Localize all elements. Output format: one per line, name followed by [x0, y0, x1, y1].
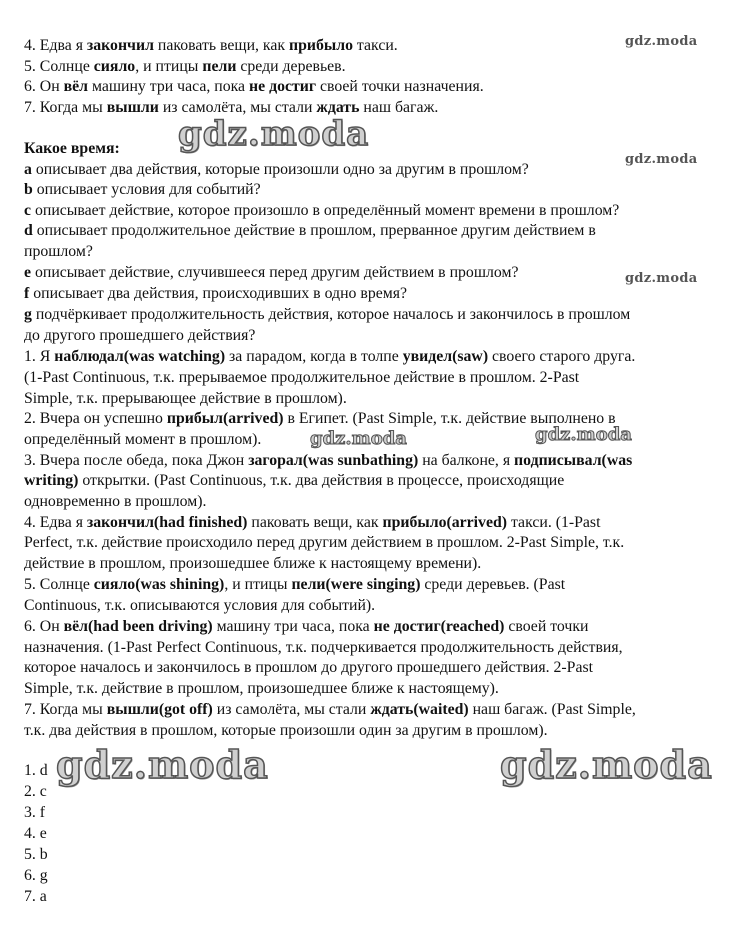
text-span: Perfect, т.к. действие происходило перед другим действием в прошлом. 2-Past Simple, т.к. [24, 534, 625, 551]
text-span: своей точки [504, 618, 589, 635]
text-span: паковать вещи, как [153, 37, 289, 54]
watermark: gdz.moda [625, 34, 698, 49]
bold-text: пели [202, 58, 237, 75]
text-span: 3. Вчера после обеда, пока Джон [24, 452, 249, 469]
bold-text: пели(were singing) [291, 576, 421, 593]
text-span: на балконе, я [418, 452, 515, 469]
text-line [24, 242, 736, 262]
text-span: своей точки назначения. [316, 78, 484, 95]
text-line [24, 98, 736, 118]
text-line [24, 326, 736, 346]
bold-text: прибыло [289, 37, 353, 54]
text-span: наш багаж. (Past Simple, [468, 701, 636, 718]
text-line [24, 824, 736, 844]
bold-text: закончил(had finished) [86, 514, 248, 531]
bold-text: увидел(saw) [402, 348, 489, 365]
text-line [24, 721, 736, 741]
watermark: gdz.moda [625, 271, 698, 286]
text-line [24, 596, 736, 616]
text-span: Simple, т.к. прерывающее действие в прошлом). [24, 390, 347, 407]
watermark: gdz.moda [625, 152, 698, 167]
text-span: , и птицы [135, 58, 203, 75]
text-span: одновременно в прошлом). [24, 493, 207, 510]
text-line [24, 284, 736, 304]
text-line [24, 866, 736, 886]
bold-text: вёл [63, 78, 89, 95]
bold-text: прибыл(arrived) [166, 410, 284, 427]
text-span: в Египет. (Past Simple, т.к. действие выполнено в [283, 410, 616, 427]
text-line [24, 389, 736, 409]
text-line [24, 679, 736, 699]
bold-text: вёл(had been driving) [63, 618, 213, 635]
text-line [24, 57, 736, 77]
text-span: 6. Он [24, 78, 64, 95]
text-span: такси. [352, 37, 398, 54]
bold-text: вышли [106, 99, 159, 116]
text-span: 7. a [24, 888, 47, 905]
text-span: описывает два действия, происходивших в одно время? [29, 285, 408, 302]
bold-text: ждать [316, 99, 360, 116]
text-span: Continuous, т.к. описываются условия для событий). [24, 597, 376, 614]
text-line [24, 221, 736, 241]
text-span: т.к. два действия в прошлом, которые произошли один за другим в прошлом). [24, 722, 548, 739]
bold-text: не достиг(reached) [373, 618, 505, 635]
bold-text: прибыло(arrived) [382, 514, 508, 531]
text-span: 7. Когда мы [24, 99, 107, 116]
text-span: описывает действие, случившееся перед другим действием в прошлом? [31, 264, 519, 281]
text-line [24, 492, 736, 512]
watermark: gdz.moda [310, 428, 407, 449]
bold-text: Какое время: [24, 140, 120, 157]
bold-text: наблюдал(was watching) [54, 348, 226, 365]
text-line [24, 305, 736, 325]
bold-text: загорал(was sunbathing) [248, 452, 419, 469]
text-span: до другого прошедшего действия? [24, 327, 256, 344]
text-span: машину три часа, пока [212, 618, 374, 635]
text-line [24, 201, 736, 221]
text-span: 5. Солнце [24, 58, 94, 75]
text-span: которое началось и закончилось в прошлом до другого прошедшего действия. 2-Past [24, 659, 594, 676]
text-span: описывает действие, которое произошло в определённый момент времени в прошлом? [31, 202, 620, 219]
text-span: 5. b [24, 846, 48, 863]
text-span: такси. (1-Past [507, 514, 601, 531]
text-span: 3. f [24, 804, 46, 821]
bold-text: закончил [86, 37, 154, 54]
bold-text: подписывал(was [514, 452, 633, 469]
text-span: прошлом? [24, 243, 93, 260]
text-span: 2. Вчера он успешно [24, 410, 167, 427]
bold-text: сияло [93, 58, 136, 75]
bold-text: a [24, 161, 32, 178]
watermark: gdz.moda [500, 742, 713, 787]
text-span: за парадом, когда в толпе [225, 348, 403, 365]
bold-text: ждать(waited) [370, 701, 469, 718]
text-span: паковать вещи, как [247, 514, 383, 531]
watermark: gdz.moda [535, 424, 632, 445]
text-line [24, 513, 736, 533]
text-line [24, 617, 736, 637]
text-line [24, 77, 736, 97]
bold-text: не достиг [249, 78, 317, 95]
text-line [24, 533, 736, 553]
text-span: из самолёта, мы стали [212, 701, 371, 718]
text-span: действие в прошлом, произошедшее ближе к настоящему времени). [24, 555, 482, 572]
text-line [24, 575, 736, 595]
text-span: 4. Едва я [24, 514, 87, 531]
text-span: , и птицы [224, 576, 292, 593]
text-span: Simple, т.к. действие в прошлом, произошедшее ближе к настоящему). [24, 680, 499, 697]
bold-text: b [24, 181, 33, 198]
bold-text: writing) [24, 472, 79, 489]
bold-text: g [24, 306, 32, 323]
watermark: gdz.moda [56, 742, 269, 787]
text-span: описывает два действия, которые произошли одно за другим в прошлом? [31, 161, 529, 178]
text-span: 5. Солнце [24, 576, 94, 593]
bold-text: вышли(got off) [106, 701, 213, 718]
text-line [24, 451, 736, 471]
text-line [24, 803, 736, 823]
text-span: наш багаж. [359, 99, 439, 116]
text-line [24, 845, 736, 865]
text-line [24, 554, 736, 574]
text-span: определённый момент в прошлом). [24, 431, 262, 448]
text-span: открытки. (Past Continuous, т.к. два действия в процессе, происходящие [78, 472, 565, 489]
text-line [24, 347, 736, 367]
text-line [24, 638, 736, 658]
text-span: подчёркивает продолжительность действия, которое началось и закончилось в прошлом [31, 306, 631, 323]
text-span: назначения. (1-Past Perfect Continuous, т.к. подчеркивается продолжительность действия, [24, 639, 623, 656]
text-span: своего старого друга. [488, 348, 636, 365]
text-span: (1-Past Continuous, т.к. прерываемое продолжительное действие в прошлом. 2-Past [24, 369, 580, 386]
watermark: gdz.moda [178, 114, 370, 154]
text-span: 1. Я [24, 348, 55, 365]
text-line [24, 471, 736, 491]
bold-text: d [24, 222, 33, 239]
text-span: 1. d [24, 762, 48, 779]
text-span: машину три часа, пока [88, 78, 250, 95]
text-span: 6. g [24, 867, 48, 884]
text-line [24, 368, 736, 388]
text-span: среди деревьев. (Past [420, 576, 566, 593]
text-span: описывает условия для событий? [32, 181, 261, 198]
bold-text: f [24, 285, 30, 302]
bold-text: сияло(was shining) [93, 576, 225, 593]
text-line [24, 658, 736, 678]
text-line [24, 700, 736, 720]
text-span: из самолёта, мы стали [158, 99, 317, 116]
bold-text: e [24, 264, 32, 281]
text-line [24, 180, 736, 200]
text-span: 4. e [24, 825, 47, 842]
text-span: 2. c [24, 783, 47, 800]
text-line [24, 887, 736, 907]
bold-text: c [24, 202, 32, 219]
text-span: 4. Едва я [24, 37, 87, 54]
text-span: среди деревьев. [236, 58, 346, 75]
text-span: 6. Он [24, 618, 64, 635]
text-span: описывает продолжительное действие в прошлом, прерванное другим действием в [32, 222, 596, 239]
text-span: 7. Когда мы [24, 701, 107, 718]
